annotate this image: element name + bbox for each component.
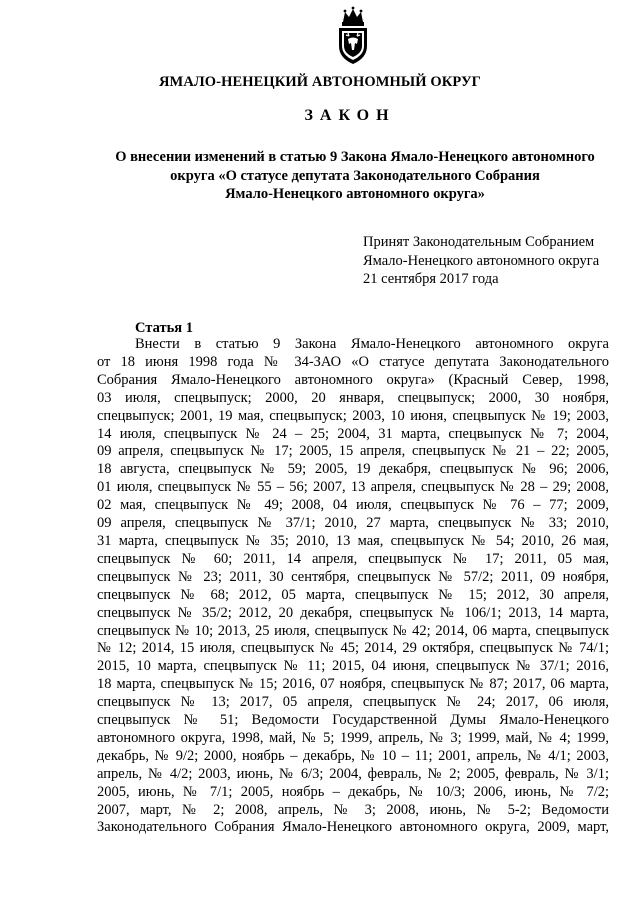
- article-line: спецвыпуск; 2001, 19 мая, спецвыпуск; 2003, 10 июня, спецвыпуск № 19; 2003,: [97, 407, 609, 424]
- article-line: спецвыпуск № 51; Ведомости Государственной Думы Ямало-Ненецкого: [97, 712, 609, 729]
- article-line: 02 мая, спецвыпуск № 49; 2008, 04 июля, спецвыпуск № 76 – 77; 2009,: [97, 497, 609, 514]
- article-line: 18 марта, спецвыпуск № 15; 2016, 07 ноября, спецвыпуск № 87; 2017, 06 марта,: [97, 676, 609, 693]
- article-line: апрель, № 4/2; 2003, июнь, № 6/3; 2004, февраль, № 2; 2005, февраль, № 3/1;: [97, 765, 609, 782]
- adoption-line: Ямало-Ненецкого автономного округа: [363, 252, 600, 269]
- article-line: спецвыпуск № 13; 2017, 05 апреля, спецвыпуск № 24; 2017, 06 июля,: [97, 694, 609, 711]
- article-line: 31 марта, спецвыпуск № 35; 2010, 13 мая, спецвыпуск № 54; 2010, 26 мая,: [97, 532, 609, 549]
- article-line: 01 июля, спецвыпуск № 55 – 56; 2007, 13 апреля, спецвыпуск № 28 – 29; 2008,: [97, 479, 609, 496]
- article-line: спецвыпуск № 35/2; 2012, 20 декабря, спецвыпуск № 106/1; 2013, 14 марта,: [97, 604, 609, 621]
- article-line: спецвыпуск № 23; 2011, 30 сентября, спецвыпуск № 57/2; 2011, 09 ноября,: [97, 568, 609, 585]
- article-line: 09 апреля, спецвыпуск № 37/1; 2010, 27 марта, спецвыпуск № 33; 2010,: [97, 515, 609, 532]
- article-line: спецвыпуск № 60; 2011, 14 апреля, спецвыпуск № 17; 2011, 05 мая,: [97, 550, 609, 567]
- article-line: спецвыпуск № 10; 2013, 25 июля, спецвыпуск № 42; 2014, 06 марта, спецвыпуск: [97, 622, 609, 639]
- article-line: № 12; 2014, 15 июля, спецвыпуск № 45; 2014, 29 октября, спецвыпуск № 74/1;: [97, 640, 609, 657]
- law-heading: ЗАКОН: [304, 107, 396, 124]
- article-line: автономного округа, 1998, май, № 5; 1999, апрель, № 3; 1999, май, № 4; 1999,: [97, 729, 609, 746]
- article-line: декабрь, № 9/2; 2000, ноябрь – декабрь, № 10 – 11; 2001, апрель, № 4/1; 2003,: [97, 747, 609, 764]
- adoption-line: Принят Законодательным Собранием: [363, 234, 595, 250]
- law-subject-line: округа «О статусе депутата Законодательного Собрания: [170, 167, 540, 184]
- article-line: 03 июля, спецвыпуск; 2000, 20 января, спецвыпуск; 2000, 30 ноября,: [97, 389, 609, 406]
- article-line: 2007, март, № 2; 2008, апрель, № 3; 2008, июнь, № 5-2; Ведомости: [97, 801, 609, 818]
- law-subject-line: О внесении изменений в статью 9 Закона Ямало-Ненецкого автономного: [115, 149, 595, 165]
- article-line: 2005, июнь, № 7/1; 2005, ноябрь – декабрь, № 10/3; 2006, июнь, № 7/2;: [97, 783, 609, 800]
- article-line: 14 июля, спецвыпуск № 24 – 25; 2004, 31 марта, спецвыпуск № 7; 2004,: [97, 425, 609, 442]
- law-subject-line: Ямало-Ненецкого автономного округа»: [225, 186, 485, 202]
- coat-of-arms-emblem: [333, 6, 373, 66]
- article-line: Собрания Ямало-Ненецкого автономного округа» (Красный Север, 1998,: [97, 371, 609, 388]
- article-line: от 18 июня 1998 года № 34-ЗАО «О статусе депутата Законодательного: [97, 353, 609, 370]
- law-subject: [95, 148, 615, 204]
- article-line: 18 августа, спецвыпуск № 59; 2005, 19 декабря, спецвыпуск № 96; 2006,: [97, 461, 609, 478]
- region-title: ЯМАЛО-НЕНЕЦКИЙ АВТОНОМНЫЙ ОКРУГ: [158, 74, 482, 90]
- yanao-coat-of-arms-icon: [333, 6, 373, 66]
- article-body: [97, 336, 609, 837]
- article-line: 09 апреля, спецвыпуск № 17; 2005, 15 апреля, спецвыпуск № 21 – 22; 2005,: [97, 443, 609, 460]
- article-line: спецвыпуск № 68; 2012, 05 марта, спецвыпуск № 15; 2012, 30 апреля,: [97, 586, 609, 603]
- adoption-note: [363, 233, 599, 289]
- article-title: Статья 1: [135, 320, 193, 336]
- article-line: Внести в статью 9 Закона Ямало-Ненецкого автономного округа: [135, 336, 609, 352]
- article-line: 2015, 10 марта, спецвыпуск № 11; 2015, 04 июня, спецвыпуск № 37/1; 2016,: [97, 658, 609, 675]
- adoption-line: 21 сентября 2017 года: [363, 271, 499, 287]
- article-line: Законодательного Собрания Ямало-Ненецкого автономного округа, 2009, март,: [97, 819, 609, 836]
